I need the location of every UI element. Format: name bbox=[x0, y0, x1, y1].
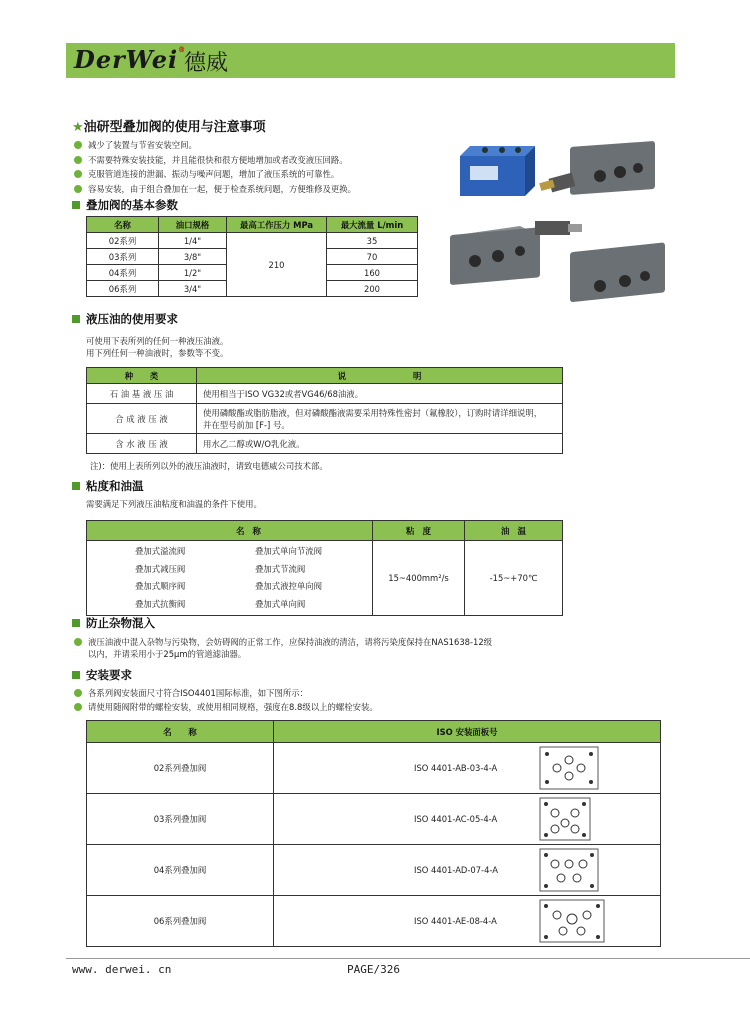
table-row: 04系列 1/2" 160 bbox=[87, 265, 418, 281]
install-heading: 安装要求 bbox=[72, 667, 132, 683]
gray-valve-image-1 bbox=[539, 141, 655, 195]
table-header: 最高工作压力 MPa bbox=[227, 217, 327, 233]
list-item: 容易安装，由于组合叠加在一起，便于检查系统问题，方便维修及更换。 bbox=[74, 182, 356, 197]
list-item: 各系列阀安装面尺寸符合ISO4401国际标准，如下图所示： bbox=[74, 686, 378, 700]
main-title: ★油研型叠加阀的使用与注意事项 bbox=[72, 120, 266, 135]
table-header: 粘 度 bbox=[373, 521, 465, 541]
logo-chinese: 德威 bbox=[184, 51, 229, 76]
oil-note: 注)：使用上表所列以外的液压油液时，请致电德威公司技术部。 bbox=[90, 461, 328, 471]
table-row: 石 油 基 液 压 油 使用相当于ISO VG32或者VG46/68油液。 bbox=[87, 384, 563, 404]
table-row: 06系列叠加阀 ISO 4401-AE-08-4-A bbox=[87, 896, 661, 947]
oil-table bbox=[86, 367, 563, 454]
contamination-text: 液压油液中混入杂物与污染物，会妨碍阀的正常工作，应保持油液的清洁，请将污染度保持在NAS1638-12级 以内，并请采用小于25μm的管道滤油器。 bbox=[74, 636, 492, 660]
table-row: 02系列叠加阀 ISO 4401-AB-03-4-A bbox=[87, 743, 661, 794]
table-row bbox=[87, 541, 563, 616]
table-header: 称 bbox=[249, 521, 373, 541]
gray-valve-image-3 bbox=[570, 242, 665, 302]
mounting-face-diagram bbox=[539, 746, 599, 790]
logo[interactable]: DerWei® bbox=[74, 45, 187, 74]
mounting-face-diagram bbox=[539, 848, 599, 892]
table-row: 合 成 液 压 液 使用磷酸酯或脂肪脂液，但对磷酸酯液需要采用特殊性密封（氟橡胶），订购时请详细说明，并在型号前加 [F-] 号。 bbox=[87, 404, 563, 434]
valve-list-2: 叠加式单向节流阀 叠加式节流阀 叠加式液控单向阀 叠加式单向阀 bbox=[255, 546, 322, 609]
oil-desc: 可使用下表所列的任何一种液压油液。 用下列任何一种油液时，参数等不变。 bbox=[86, 336, 229, 358]
viscosity-table bbox=[86, 520, 563, 616]
table-row: 03系列叠加阀 ISO 4401-AC-05-4-A bbox=[87, 794, 661, 845]
table-header: ISO 安装面板号 bbox=[274, 721, 661, 743]
pressure-cell: 210 bbox=[227, 233, 327, 297]
list-item: 不需要特殊安装技能，并且能很快和很方便地增加或者改变液压回路。 bbox=[74, 153, 356, 168]
mounting-face-diagram bbox=[539, 899, 605, 943]
table-header: 种 类 bbox=[87, 368, 197, 384]
table-row: 06系列 3/4" 200 bbox=[87, 281, 418, 297]
table-header: 名 称 bbox=[87, 721, 274, 743]
table-row: 04系列叠加阀 ISO 4401-AD-07-4-A bbox=[87, 845, 661, 896]
blue-valve-image bbox=[460, 146, 535, 196]
footer-divider bbox=[66, 958, 750, 959]
list-item: 减少了装置与节省安装空间。 bbox=[74, 138, 356, 153]
table-header: 油口规格 bbox=[159, 217, 227, 233]
temp-value: -15~+70℃ bbox=[465, 541, 563, 616]
table-header: 名称 bbox=[87, 217, 159, 233]
params-heading: 叠加阀的基本参数 bbox=[72, 197, 178, 213]
table-header: 名 bbox=[87, 521, 249, 541]
mounting-face-diagram bbox=[539, 797, 591, 841]
page-number: PAGE/326 bbox=[347, 963, 400, 976]
params-table bbox=[86, 216, 418, 297]
valve-list-1: 叠加式溢流阀 叠加式减压阀 叠加式顺序阀 叠加式抗衡阀 bbox=[135, 546, 186, 609]
table-header: 油 温 bbox=[465, 521, 563, 541]
gray-valve-image-2 bbox=[450, 221, 582, 285]
table-row: 02系列 1/4" 210 35 bbox=[87, 233, 418, 249]
viscosity-value: 15~400mm²/s bbox=[373, 541, 465, 616]
list-item: 克服管道连接的泄漏、振动与噪声问题，增加了液压系统的可靠性。 bbox=[74, 167, 356, 182]
contamination-heading: 防止杂物混入 bbox=[72, 615, 155, 631]
list-item: 请使用随阀附带的螺栓安装，或使用相同规格，强度在8.8级以上的螺栓安装。 bbox=[74, 700, 378, 714]
table-header: 最大流量 L/min bbox=[327, 217, 418, 233]
install-bullets bbox=[74, 686, 378, 714]
intro-bullets bbox=[74, 138, 356, 196]
footer-url[interactable]: www. derwei. cn bbox=[72, 963, 172, 976]
install-table bbox=[86, 720, 661, 947]
valve-photos bbox=[440, 136, 675, 324]
header-bar bbox=[66, 43, 675, 78]
table-header: 说 明 bbox=[197, 368, 563, 384]
table-row: 含 水 液 压 液 用水乙二醇或W/O乳化液。 bbox=[87, 434, 563, 454]
table-row: 03系列 3/8" 70 bbox=[87, 249, 418, 265]
viscosity-heading: 粘度和油温 bbox=[72, 478, 144, 494]
viscosity-desc: 需要满足下列液压油粘度和油温的条件下使用。 bbox=[86, 499, 262, 509]
oil-heading: 液压油的使用要求 bbox=[72, 311, 178, 327]
